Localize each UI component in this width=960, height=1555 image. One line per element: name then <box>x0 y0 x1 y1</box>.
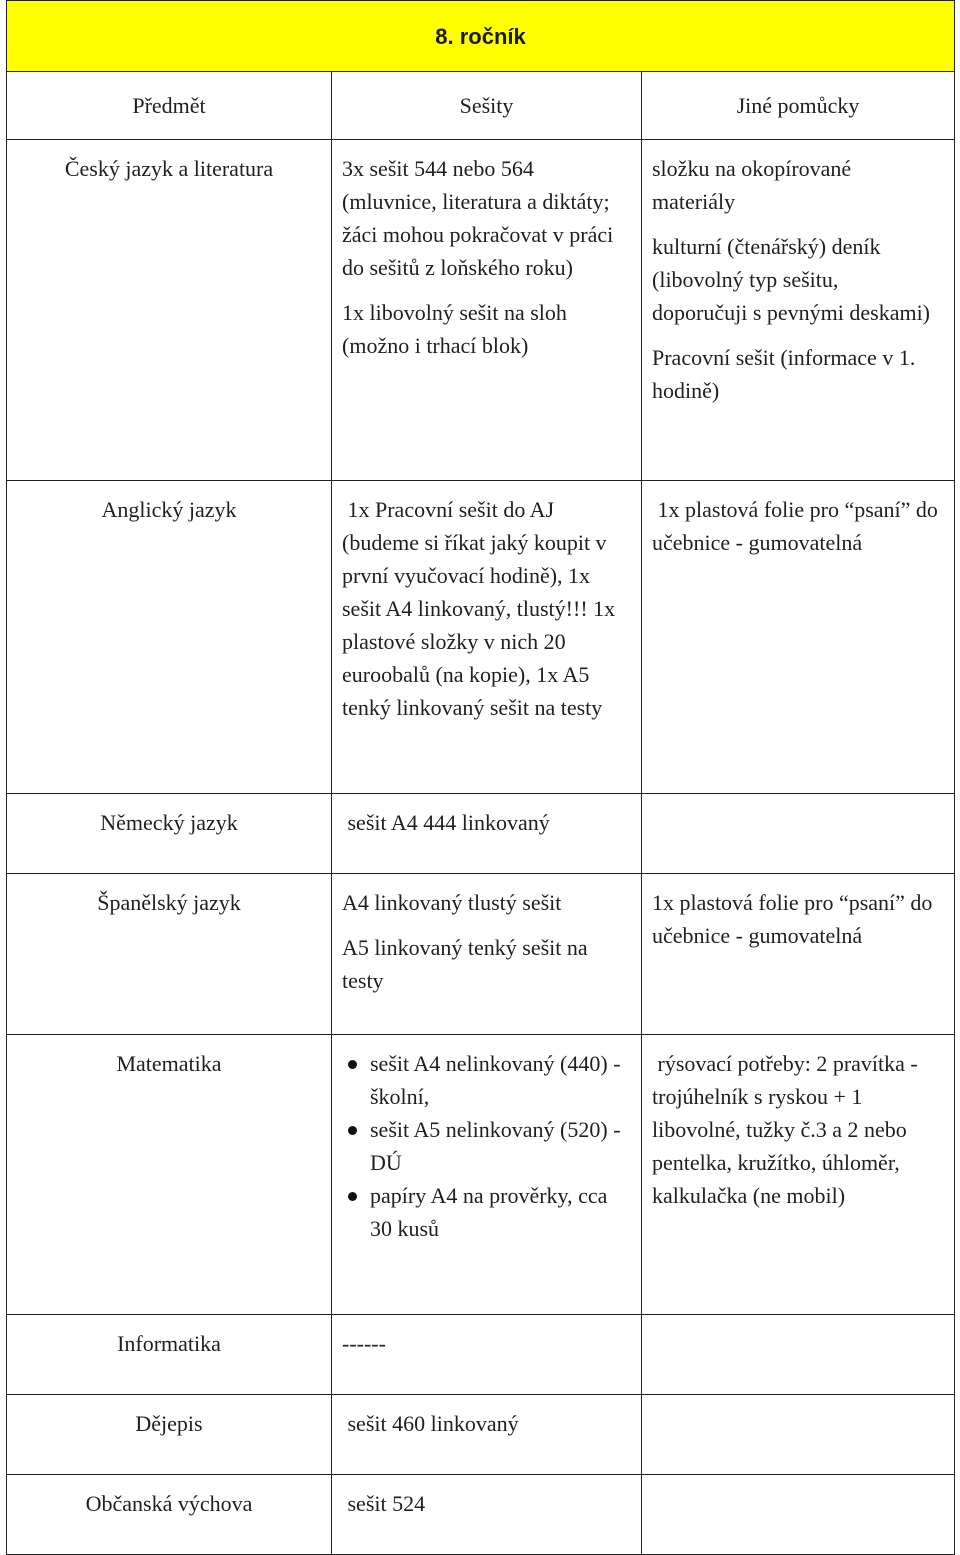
notebooks-cell <box>332 481 642 794</box>
notebooks-cell <box>332 794 642 874</box>
row-spanish <box>7 874 955 1035</box>
row-civics <box>7 1475 955 1555</box>
supply-item: Pracovní sešit (informace v 1. hodině) <box>652 345 916 403</box>
notebook-item: A4 linkovaný tlustý sešit <box>342 890 562 915</box>
header-other-supplies: Jiné pomůcky <box>642 72 955 140</box>
notebook-item: ------ <box>342 1331 386 1356</box>
bullet-item: sešit A4 nelinkovaný (440) - školní, <box>362 1047 625 1113</box>
notebook-item: 1x Pracovní sešit do AJ (budeme si říkat jaký koupit v první vyučovací hodině), 1x sešit A4 linkovaný, tlustý!!! 1x plastové složky v nich 20 euroobalů (na kopie), 1x A5 tenký linkovaný sešit na testy <box>342 497 621 720</box>
header-notebooks: Sešity <box>332 72 642 140</box>
row-czech <box>7 140 955 481</box>
supply-item: kulturní (čtenářský) deník (libovolný typ sešitu, doporučuji s pevnými deskami) <box>652 234 931 325</box>
other-supplies-cell <box>642 874 955 1035</box>
subject-cell: Český jazyk a literatura <box>7 140 332 481</box>
supply-item: složku na okopírované materiály <box>652 156 852 214</box>
other-supplies-cell <box>642 1315 955 1395</box>
subject-cell: Informatika <box>7 1315 332 1395</box>
bullet-item: papíry A4 na prověrky, cca 30 kusů <box>362 1179 625 1245</box>
notebook-item: 1x libovolný sešit na sloh (možno i trhací blok) <box>342 300 567 358</box>
row-informatics <box>7 1315 955 1395</box>
other-supplies-cell <box>642 794 955 874</box>
header-subject: Předmět <box>7 72 332 140</box>
subject-cell: Dějepis <box>7 1395 332 1475</box>
notebook-item: 3x sešit 544 nebo 564 (mluvnice, literatura a diktáty; žáci mohou pokračovat v práci do sešitů z loňského roku) <box>342 156 614 280</box>
supply-item: rýsovací potřeby: 2 pravítka - trojúhelník s ryskou + 1 libovolné, tužky č.3 a 2 nebo pentelka, kružítko, úhloměr, kalkulačka (ne mobil) <box>652 1051 924 1208</box>
notebooks-cell <box>332 1475 642 1555</box>
notebook-item: A5 linkovaný tenký sešit na testy <box>342 935 588 993</box>
other-supplies-cell <box>642 1035 955 1315</box>
other-supplies-cell <box>642 1475 955 1555</box>
notebooks-cell <box>332 874 642 1035</box>
notebook-item: sešit A4 444 linkovaný <box>342 810 550 835</box>
supply-item: 1x plastová folie pro “psaní” do učebnice - gumovatelná <box>652 497 944 555</box>
subject-cell: Anglický jazyk <box>7 481 332 794</box>
notebooks-cell <box>332 1035 642 1315</box>
other-supplies-cell <box>642 140 955 481</box>
row-math <box>7 1035 955 1315</box>
supplies-table <box>6 0 955 1555</box>
subject-cell: Občanská výchova <box>7 1475 332 1555</box>
notebooks-cell <box>332 140 642 481</box>
subject-cell: Matematika <box>7 1035 332 1315</box>
bullet-item: sešit A5 nelinkovaný (520) - DÚ <box>362 1113 625 1179</box>
row-german <box>7 794 955 874</box>
header-row <box>7 72 955 140</box>
notebooks-cell <box>332 1315 642 1395</box>
grade-title: 8. ročník <box>7 1 955 72</box>
supply-item: 1x plastová folie pro “psaní” do učebnice - gumovatelná <box>652 890 933 948</box>
row-english <box>7 481 955 794</box>
notebook-item: sešit 460 linkovaný <box>342 1411 519 1436</box>
other-supplies-cell <box>642 481 955 794</box>
subject-cell: Španělský jazyk <box>7 874 332 1035</box>
subject-cell: Německý jazyk <box>7 794 332 874</box>
notebook-item: sešit 524 <box>342 1491 426 1516</box>
notebook-bullet-list <box>342 1047 625 1245</box>
